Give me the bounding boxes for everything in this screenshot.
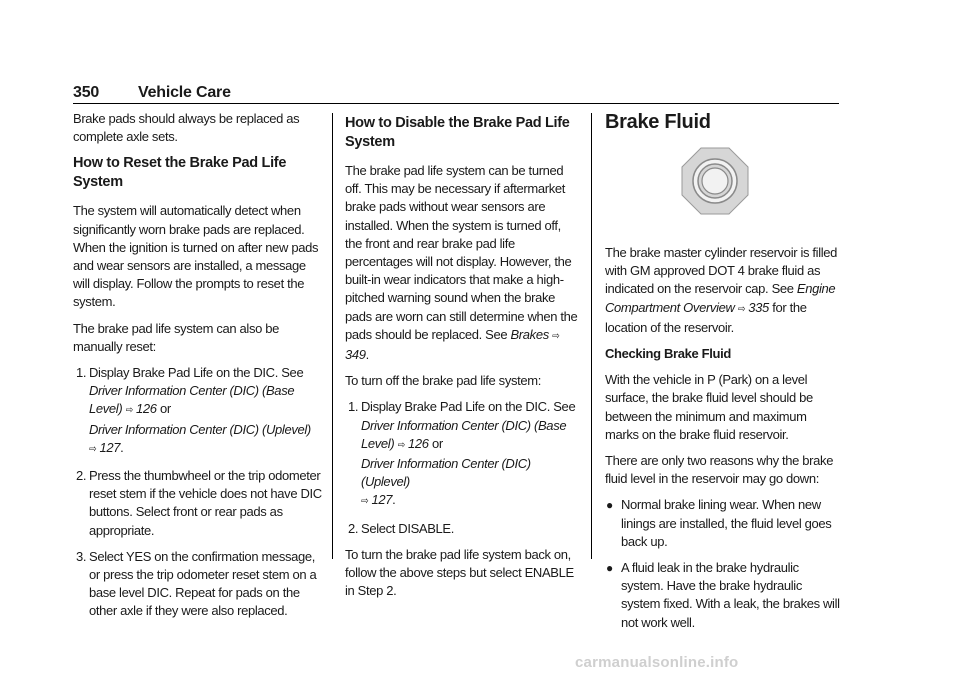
page-ref-arrow-icon: ⇨: [361, 496, 369, 508]
page-ref-arrow-icon: ⇨: [125, 405, 133, 417]
dic-base-link[interactable]: Driver Information Center (DIC) (Base Level): [89, 383, 295, 417]
engine-compartment-link[interactable]: Engine Compartment Overview: [605, 281, 836, 315]
brake-fluid-heading: Brake Fluid: [605, 111, 711, 133]
page-ref-arrow-icon: ⇨: [737, 303, 746, 315]
dic-uplevel-link[interactable]: Driver Information Center (DIC) (Uplevel): [89, 421, 311, 437]
page-header: [73, 84, 839, 104]
bullet-icon: ●: [606, 498, 613, 513]
dic-uplevel-page[interactable]: 127: [99, 439, 121, 455]
reset-heading: How to Reset the Brake Pad Life System: [73, 155, 287, 191]
disable-heading: How to Disable the Brake Pad Life System: [345, 115, 570, 150]
brake-fluid-cap-icon: [680, 146, 750, 216]
dic-base-link[interactable]: Driver Information Center (DIC) (Base Level): [361, 417, 567, 451]
page-ref-arrow-icon: ⇨: [397, 439, 405, 451]
checking-brake-fluid-subheading: Checking Brake Fluid: [605, 346, 731, 362]
column-1: [73, 110, 325, 629]
disable-step-2: 2. Select DISABLE.: [348, 520, 455, 536]
column-divider-1: [332, 113, 333, 559]
bullet-item: ● A fluid leak in the brake hydraulic system. Have the brake hydraulic system fixed. With a leak, the brakes will not work well.: [606, 560, 840, 630]
engine-compartment-page[interactable]: 335: [748, 299, 769, 315]
header-rule: [73, 103, 839, 104]
dic-uplevel-page[interactable]: 127: [371, 492, 393, 508]
reset-paragraph-1: The system will automatically detect when significantly worn brake pads are replaced. When the ignition is turned on after new pads and wear sensors are installed, a message will display. Follow the prompts to reset the system.: [73, 203, 319, 310]
step-1: 1. Display Brake Pad Life on the DIC. See Driver Information Center (DIC) (Base Level) ⇨ 126 or Driver Information Center (DIC) (Uplevel) ⇨ 127.: [76, 365, 311, 455]
column-3: [605, 110, 841, 640]
disable-step-1: 1. Display Brake Pad Life on the DIC. See Driver Information Center (DIC) (Base Level) ⇨ 126 or Driver Information Center (DIC) (Uplevel) ⇨ 127.: [348, 399, 576, 508]
section-title: Vehicle Care: [138, 84, 231, 101]
step-2: 2. Press the thumbwheel or the trip odometer reset stem if the vehicle does not have DIC buttons. Select front or rear pads as appropriate.: [76, 468, 322, 538]
brakes-page[interactable]: 349: [345, 347, 366, 363]
watermark: carmanualsonline.info: [575, 654, 739, 671]
dic-base-page[interactable]: 126: [136, 401, 157, 417]
bullet-item: ● Normal brake lining wear. When new linings are installed, the fluid level goes back up.: [606, 497, 832, 549]
page-ref-arrow-icon: ⇨: [89, 443, 97, 455]
intro-paragraph: Brake pads should always be replaced as complete axle sets.: [73, 111, 300, 145]
page-ref-arrow-icon: ⇨: [552, 330, 560, 342]
column-divider-2: [591, 113, 592, 559]
brake-fluid-paragraph-1: The brake master cylinder reservoir is filled with GM approved DOT 4 brake fluid as indicated on the reservoir cap. See Engine Compartment Overview ⇨ 335 for the location of the reservoir.: [605, 245, 838, 335]
bullet-icon: ●: [606, 561, 613, 576]
brakes-link[interactable]: Brakes: [510, 326, 549, 342]
disable-paragraph-2: To turn off the brake pad life system:: [345, 373, 542, 389]
disable-paragraph-1: The brake pad life system can be turned off. This may be necessary if aftermarket brake pads without wear sensors are installed. When the system is turned off, the front and rear brake pad life percentages will not display. However, the built-in wear indicators that make a high-pitched warning sound when the brake pads are worn can still determine when the pads should be replaced. See Brakes ⇨ 349.: [345, 163, 578, 363]
reset-paragraph-2: The brake pad life system can also be manually reset:: [73, 320, 280, 354]
step-3: 3. Select YES on the confirmation message, or press the trip odometer reset stem on a base level DIC. Repeat for pads on the other axle if they were also replaced.: [76, 548, 317, 619]
page-number: 350: [73, 84, 100, 101]
column-2: [345, 110, 581, 608]
brake-fluid-paragraph-2: With the vehicle in P (Park) on a level surface, the brake fluid level should be between the minimum and maximum marks on the brake fluid reservoir.: [605, 372, 813, 442]
dic-uplevel-link[interactable]: Driver Information Center (DIC) (Uplevel): [361, 456, 531, 490]
dic-base-page[interactable]: 126: [408, 435, 429, 451]
disable-paragraph-3: To turn the brake pad life system back on, follow the above steps but select ENABLE in Step 2.: [345, 546, 574, 599]
brake-fluid-paragraph-3: There are only two reasons why the brake fluid level in the reservoir may go down:: [605, 453, 834, 487]
